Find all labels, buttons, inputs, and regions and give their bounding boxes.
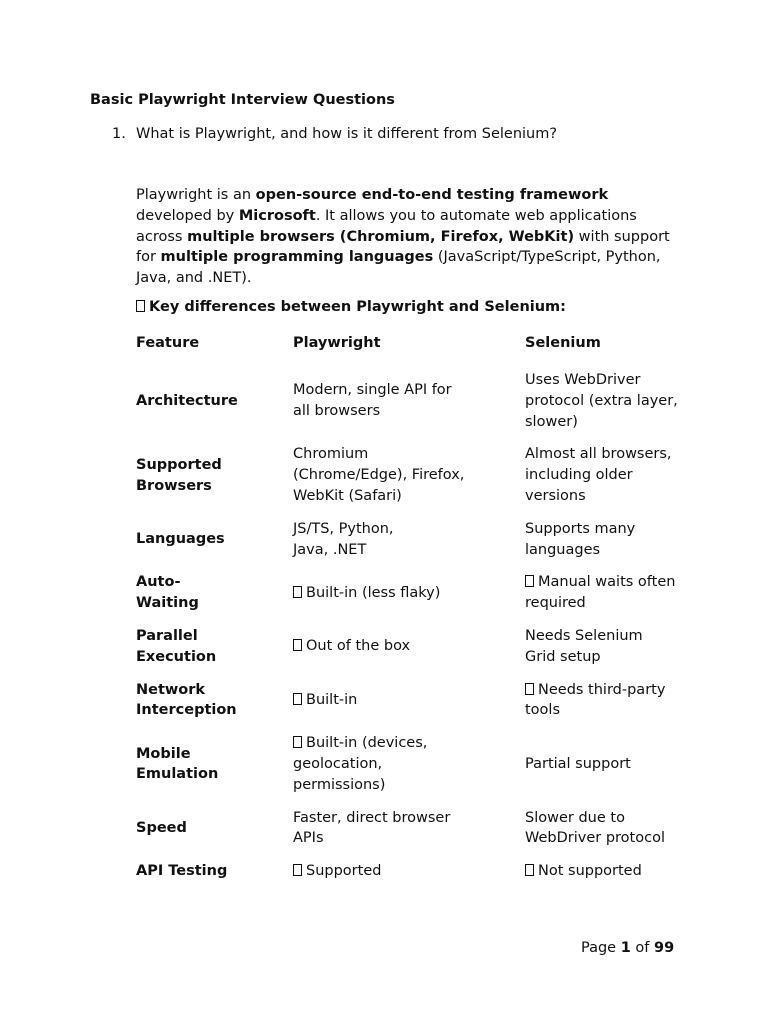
question-item: [112, 124, 557, 144]
feature-label: API Testing: [136, 863, 228, 880]
feature-cell: [136, 727, 293, 801]
playwright-value: Built-in (less flaky): [306, 584, 441, 601]
total-pages-number: 99: [654, 940, 675, 956]
selenium-cell: [525, 513, 680, 567]
differences-heading-text: Key differences between Playwright and Selenium:: [149, 299, 566, 315]
selenium-value: Needs third-party tools: [525, 681, 666, 719]
playwright-cell: [293, 620, 525, 674]
missing-glyph-icon: [136, 300, 145, 312]
playwright-cell: [293, 855, 525, 888]
feature-cell: [136, 674, 293, 728]
selenium-cell: [525, 438, 680, 512]
missing-glyph-icon: [293, 864, 302, 876]
question-text: What is Playwright, and how is it different from Selenium?: [136, 126, 558, 142]
table-row: [136, 566, 680, 620]
answer-text-5: (JavaScript/TypeScript, Python, Java, and .NET).: [136, 249, 661, 287]
feature-cell: [136, 438, 293, 512]
table-row: [136, 364, 680, 438]
selenium-value: Partial support: [525, 755, 631, 772]
selenium-cell: [525, 566, 680, 620]
answer-paragraph: [136, 185, 676, 289]
current-page-number: 1: [620, 940, 631, 956]
table-row: [136, 438, 680, 512]
feature-cell: [136, 513, 293, 567]
selenium-value: Almost all browsers, including older versions: [525, 446, 672, 504]
page-label: Page: [581, 940, 617, 956]
missing-glyph-icon: [293, 693, 302, 705]
answer-bold-3: multiple browsers (Chromium, Firefox, WebKit): [187, 228, 575, 245]
selenium-value: Uses WebDriver protocol (extra layer, slower): [525, 372, 678, 430]
answer-bold-1: open-source end-to-end testing framework: [255, 187, 609, 203]
selenium-cell: [525, 727, 680, 801]
playwright-value: JS/TS, Python, Java, .NET: [293, 520, 394, 558]
selenium-value: Slower due to WebDriver protocol: [525, 809, 665, 847]
selenium-cell: [525, 802, 680, 856]
selenium-cell: [525, 855, 680, 888]
playwright-cell: [293, 513, 525, 567]
selenium-value: Manual waits often required: [525, 574, 676, 612]
selenium-cell: [525, 620, 680, 674]
feature-cell: [136, 855, 293, 888]
playwright-cell: [293, 727, 525, 801]
answer-text-1: Playwright is an: [136, 187, 256, 203]
missing-glyph-icon: [525, 575, 534, 587]
feature-label: Architecture: [136, 392, 238, 409]
feature-label: Speed: [136, 819, 187, 836]
missing-glyph-icon: [293, 639, 302, 651]
table-row: [136, 802, 680, 856]
playwright-cell: [293, 802, 525, 856]
playwright-value: Built-in (devices, geolocation, permissions): [293, 735, 428, 793]
selenium-value: Supports many languages: [525, 520, 636, 558]
playwright-cell: [293, 438, 525, 512]
feature-label: Supported Browsers: [136, 456, 222, 494]
playwright-value: Out of the box: [306, 638, 411, 655]
feature-cell: [136, 802, 293, 856]
playwright-value: Faster, direct browser APIs: [293, 809, 451, 847]
feature-label: Mobile Emulation: [136, 745, 219, 783]
feature-label: Languages: [136, 531, 225, 548]
playwright-cell: [293, 364, 525, 438]
header-feature: Feature: [136, 334, 200, 351]
table-row: [136, 620, 680, 674]
missing-glyph-icon: [525, 864, 534, 876]
missing-glyph-icon: [293, 736, 302, 748]
selenium-cell: [525, 364, 680, 438]
playwright-value: Supported: [306, 863, 382, 880]
feature-label: Parallel Execution: [136, 627, 217, 665]
header-playwright: Playwright: [293, 334, 381, 351]
answer-text-3: . It allows you to automate web applications across: [136, 207, 637, 245]
table-row: [136, 727, 680, 801]
feature-cell: [136, 364, 293, 438]
answer-text-2: developed by: [136, 207, 239, 224]
table-row: [136, 855, 680, 888]
selenium-cell: [525, 674, 680, 728]
differences-heading: [136, 299, 566, 315]
feature-cell: [136, 566, 293, 620]
header-selenium: Selenium: [525, 334, 601, 351]
playwright-cell: [293, 566, 525, 620]
table-row: [136, 513, 680, 567]
selenium-value: Not supported: [538, 863, 642, 880]
answer-bold-4: multiple programming languages: [160, 249, 434, 266]
playwright-cell: [293, 674, 525, 728]
answer-text-4: with support for: [136, 228, 670, 266]
table-header-row: [136, 331, 680, 364]
missing-glyph-icon: [525, 683, 534, 695]
comparison-table: [136, 331, 680, 888]
missing-glyph-icon: [293, 586, 302, 598]
selenium-value: Needs Selenium Grid setup: [525, 627, 643, 665]
page-footer: [581, 940, 674, 956]
answer-bold-2: Microsoft: [238, 207, 316, 224]
section-heading: Basic Playwright Interview Questions: [90, 92, 395, 108]
feature-cell: [136, 620, 293, 674]
feature-label: Network Interception: [136, 681, 237, 719]
playwright-value: Chromium (Chrome/Edge), Firefox, WebKit (Safari): [293, 446, 465, 504]
of-label: of: [635, 940, 650, 956]
feature-label: Auto-Waiting: [136, 574, 199, 612]
table-row: [136, 674, 680, 728]
playwright-value: Modern, single API for all browsers: [293, 382, 452, 420]
question-number: 1.: [112, 126, 126, 142]
playwright-value: Built-in: [306, 691, 358, 708]
